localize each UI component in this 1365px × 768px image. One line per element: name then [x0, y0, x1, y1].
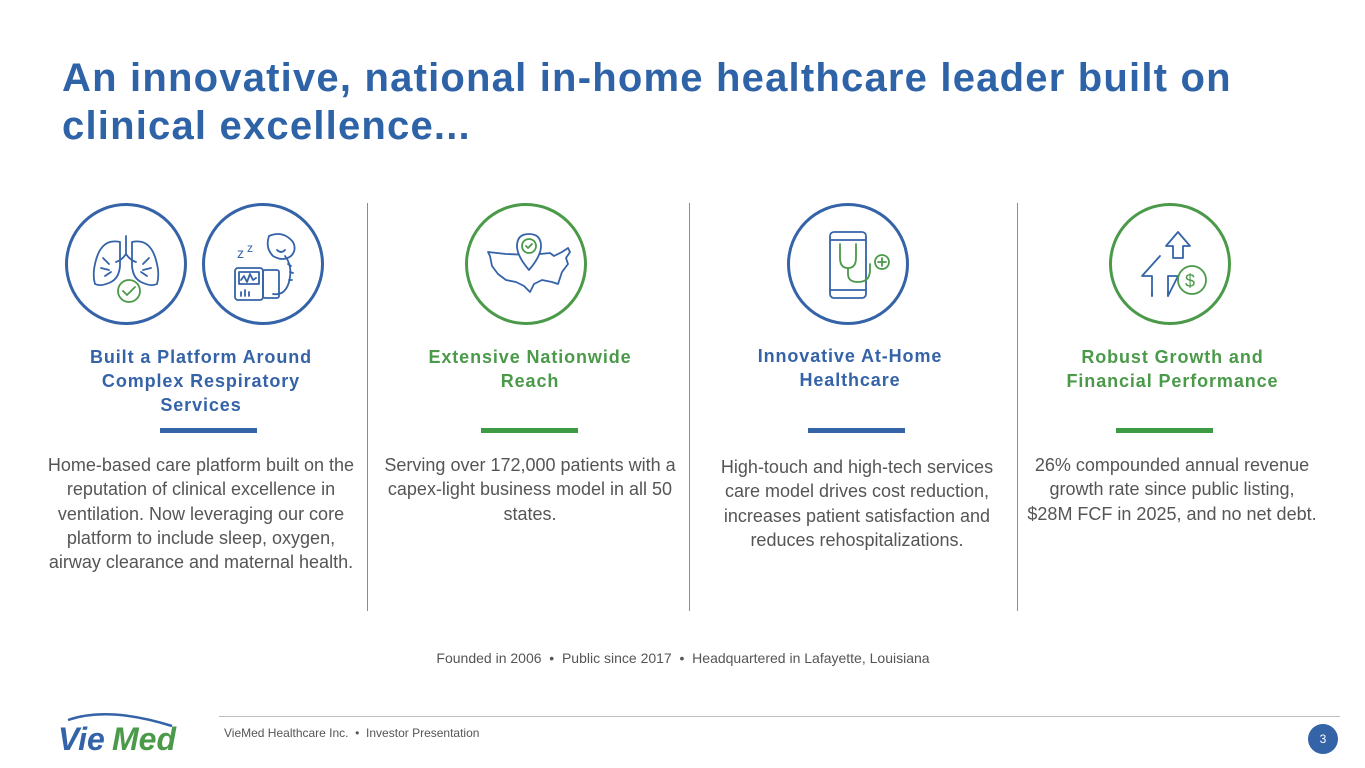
accent-bar: [160, 428, 257, 433]
column-body-innovative: High-touch and high-tech services care model drives cost reduction, increases patient satisfaction and reduces rehospitalizations.: [720, 457, 994, 550]
column-heading-growth: Robust Growth and Financial Performance: [1066, 347, 1279, 391]
column-body-platform: Home-based care platform built on the reputation of clinical excellence in ventilation. Now leveraging our core platform to include sleep, oxygen, airway clearance and maternal health.: [47, 455, 355, 573]
svg-text:z: z: [247, 241, 253, 255]
column-divider: [367, 203, 368, 611]
svg-text:$: $: [1185, 271, 1196, 291]
svg-text:z: z: [237, 245, 244, 261]
page-number-badge: 3: [1308, 724, 1338, 754]
column-body-reach: Serving over 172,000 patients with a capex-light business model in all 50 states.: [384, 455, 676, 524]
footer-company-line: VieMed Healthcare Inc. • Investor Presentation: [224, 726, 480, 740]
lungs-check-icon: [65, 203, 187, 325]
us-map-pin-icon: [465, 203, 587, 325]
column-heading-platform: Built a Platform Around Complex Respiratory Services: [89, 347, 313, 415]
column-divider: [1017, 203, 1018, 611]
column-body-growth: 26% compounded annual revenue growth rate since public listing, $28M FCF in 2025, and no net debt.: [1027, 455, 1317, 524]
column-divider: [689, 203, 690, 611]
accent-bar: [1116, 428, 1213, 433]
viemed-logo: [58, 706, 180, 756]
accent-bar: [481, 428, 578, 433]
phone-stethoscope-icon: [787, 203, 909, 325]
column-heading-innovative: Innovative At-Home Healthcare: [757, 346, 943, 390]
growth-dollar-icon: [1109, 203, 1231, 325]
svg-text:Med: Med: [112, 721, 176, 756]
slide-title: An innovative, national in-home healthcare leader built on clinical excellence...: [62, 56, 1232, 148]
sleep-apnea-machine-icon: [202, 203, 324, 325]
svg-text:Vie: Vie: [58, 721, 105, 756]
column-heading-reach: Extensive Nationwide Reach: [428, 347, 632, 391]
accent-bar: [808, 428, 905, 433]
footer-divider: [219, 716, 1340, 717]
company-facts: Founded in 2006 • Public since 2017 • Headquartered in Lafayette, Louisiana: [436, 650, 930, 666]
